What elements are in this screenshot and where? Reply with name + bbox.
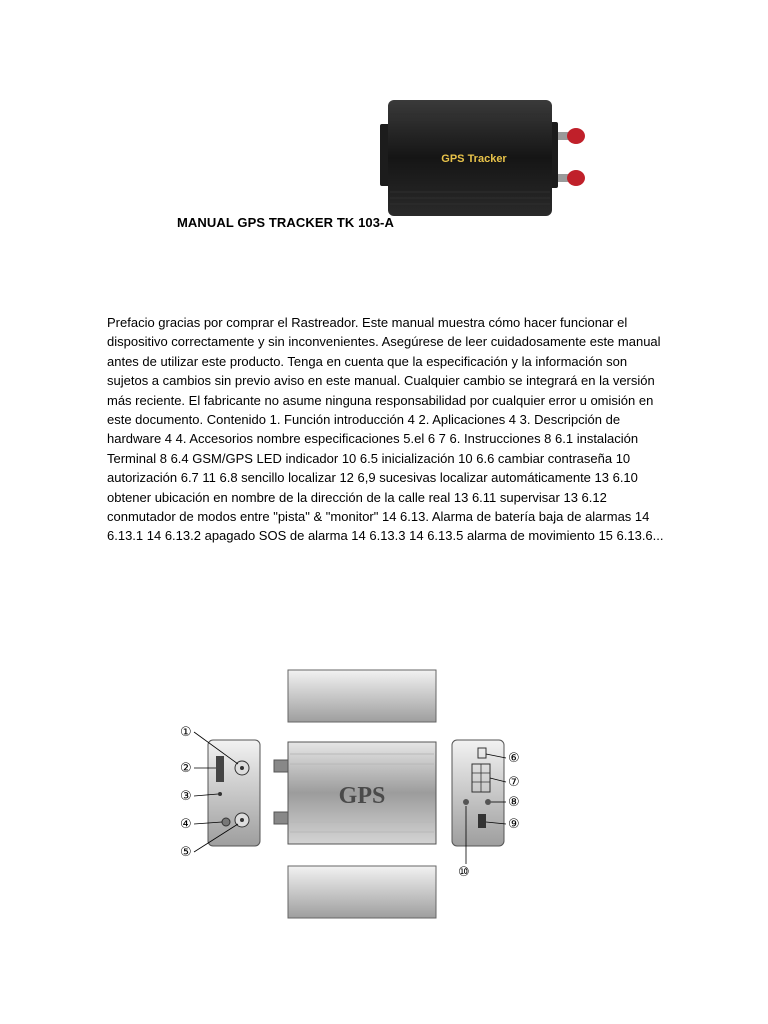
callout-7: ⑦: [508, 775, 520, 790]
preface-paragraph: Prefacio gracias por comprar el Rastreador. Este manual muestra cómo hacer funcionar el dispositivo correctamente y sin inconvenientes. Asegúrese de leer cuidadosamente este manual antes de utilizar este producto. Tenga en cuenta que la especificación y la información son sujetos a cambios sin previo aviso en este manual. Cualquier cambio se integrará en la versión más reciente. El fabricante no asume ninguna responsabilidad por cualquier error u omisión en este documento. Contenido 1. Función introducción 4 2. Aplicaciones 4 3. Descripción de hardware 4 4. Accesorios nombre especificaciones 5.el 6 7 6. Instrucciones 8 6.1 instalación Terminal 8 6.4 GSM/GPS LED indicador 10 6.5 inicialización 10 6.6 cambiar contraseña 10 autorización 6.7 11 6.8 sencillo localizar 12 6,9 sucesivas localizar automáticamente 13 6.10 obtener ubicación en nombre de la dirección de la calle real 13 6.11 supervisar 13 6.12 conmutador de modos entre "pista" & "monitor" 14 6.13. Alarma de batería baja de alarmas 14 6.13.1 14 6.13.2 apagado SOS de alarma 14 6.13.3 14 6.13.5 alarma de movimiento 15 6.13.6...: [107, 315, 664, 544]
bottom-plate: [288, 866, 436, 918]
callout-6: ⑥: [508, 751, 520, 766]
left-end-plate: [208, 740, 260, 846]
callout-10: ⑩: [458, 865, 470, 880]
gps-tracker-photo: [376, 94, 592, 228]
callout-5: ⑤: [180, 845, 192, 860]
document-title: MANUAL GPS TRACKER TK 103-A: [177, 215, 394, 230]
case-label: GPS: [338, 783, 386, 809]
callout-2: ②: [180, 761, 192, 776]
top-plate: [288, 670, 436, 722]
callout-4: ④: [180, 817, 192, 832]
product-label: GPS Tracker: [441, 153, 507, 165]
hardware-diagram: [176, 664, 536, 924]
callout-1: ①: [180, 725, 192, 740]
callout-3: ③: [180, 789, 192, 804]
callout-8: ⑧: [508, 795, 520, 810]
callout-9: ⑨: [508, 817, 520, 832]
metal-case: [288, 742, 436, 844]
